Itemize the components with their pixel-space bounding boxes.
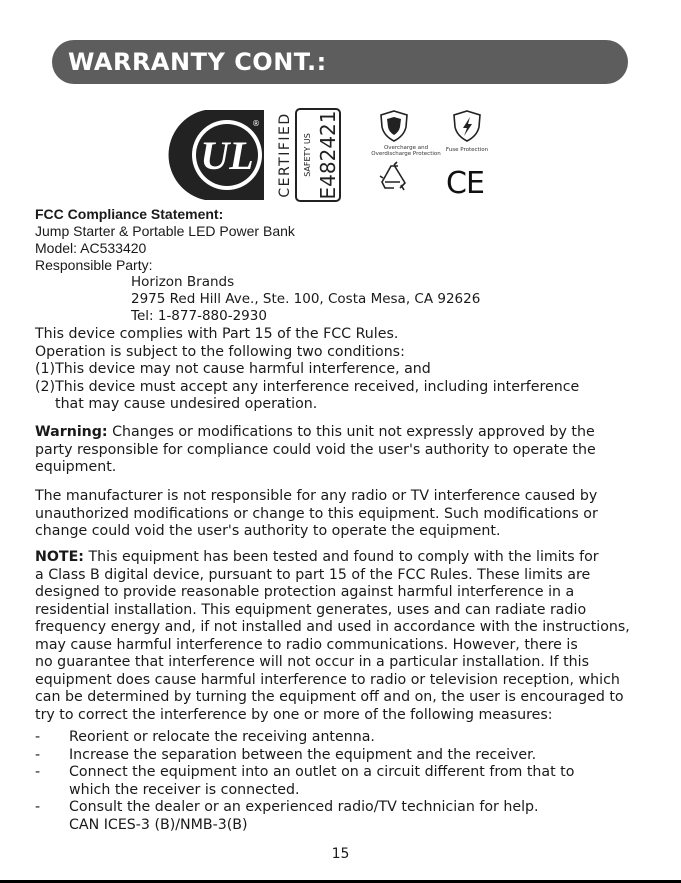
list-item — [35, 747, 645, 765]
note-line: designed to provide reasonable protection against harmful interference in a — [35, 584, 575, 600]
note-line: equipment does cause harmful interference to radio or television reception, which — [35, 671, 620, 688]
dash-bullet: - — [35, 764, 41, 780]
measure-text: Consult the dealer or an experienced radio/TV technician for help. — [69, 799, 539, 815]
responsible-party-label: Responsible Party: — [35, 257, 153, 273]
manufacturer-line: unauthorized modifications or change to this equipment. Such modifications or — [35, 505, 598, 522]
company-phone: Tel: 1-877-880-2930 — [131, 308, 267, 324]
product-name: Jump Starter & Portable LED Power Bank — [35, 223, 295, 239]
fuse-protection-icon — [446, 111, 489, 153]
measures-list — [35, 729, 645, 834]
fcc-heading: FCC Compliance Statement: — [35, 206, 224, 222]
ul-letters: UL — [200, 133, 254, 178]
note-line: a Class B digital device, pursuant to part 15 of the FCC Rules. These limits are — [35, 566, 591, 583]
warning-line: Changes or modifications to this unit not expressly approved by the — [107, 424, 595, 440]
ul-certified-logo — [169, 109, 340, 201]
company-address: 2975 Red Hill Ave., Ste. 100, Costa Mesa, CA 92626 — [131, 291, 481, 307]
dash-bullet: - — [35, 729, 41, 745]
list-item — [35, 729, 645, 747]
page-number: 15 — [331, 846, 350, 862]
overcharge-protection-icon — [371, 111, 441, 157]
overcharge-label: Overcharge and Overdischarge Protection — [371, 145, 441, 157]
note-line: try to correct the interference by one or more of the following measures: — [35, 706, 553, 723]
part15-line: that may cause undesired operation. — [55, 396, 318, 412]
measure-text: Reorient or relocate the receiving antenna. — [69, 729, 375, 745]
manufacturer-line: change could void the user's authority to operate the equipment. — [35, 523, 501, 539]
warning-label: Warning: — [35, 424, 108, 440]
section-title: WARRANTY CONT.: — [68, 48, 327, 76]
note-paragraph — [35, 549, 645, 724]
part15-paragraph — [35, 326, 645, 414]
list-item — [35, 764, 645, 782]
measure-text: Increase the separation between the equipment and the receiver. — [69, 746, 537, 763]
certification-logos — [0, 0, 681, 210]
list-item-continued — [35, 782, 645, 800]
manufacturer-paragraph — [35, 488, 645, 541]
model-number: Model: AC533420 — [35, 240, 147, 256]
file-number: E482421 — [316, 110, 340, 200]
dash-bullet: - — [35, 746, 41, 763]
note-line: no guarantee that interference will not occur in a particular installation. If this — [35, 654, 589, 670]
part15-line: This device complies with Part 15 of the FCC Rules. — [35, 326, 399, 342]
company-name: Horizon Brands — [131, 274, 235, 290]
note-line: frequency energy and, if not installed and used in accordance with the instructions, — [35, 619, 630, 635]
note-label: NOTE: — [35, 549, 84, 565]
note-line: This equipment has been tested and found to comply with the limits for — [83, 549, 599, 565]
warning-paragraph — [35, 424, 645, 477]
safety-us-text: SAFETY US — [303, 133, 312, 177]
warning-line: equipment. — [35, 459, 117, 475]
recycle-icon — [380, 162, 405, 190]
measure-text: Connect the equipment into an outlet on a circuit different from that to — [69, 764, 575, 780]
part15-line: (2)This device must accept any interference received, including interference — [35, 378, 580, 395]
note-line: may cause harmful interference to radio communications. However, there is — [35, 636, 578, 653]
part15-line: (1)This device may not cause harmful interference, and — [35, 361, 431, 377]
note-line: residential installation. This equipment generates, uses and can radiate radio — [35, 601, 587, 618]
warning-line: party responsible for compliance could void the user's authority to operate the — [35, 441, 596, 458]
fcc-compliance-block — [35, 206, 645, 325]
dash-bullet: - — [35, 799, 41, 815]
part15-line: Operation is subject to the following two conditions: — [35, 343, 405, 360]
note-line: can be determined by turning the equipment off and on, the user is encouraged to — [35, 689, 624, 705]
manufacturer-line: The manufacturer is not responsible for any radio or TV interference caused by — [35, 488, 598, 504]
measure-text: which the receiver is connected. — [69, 781, 300, 798]
registered-mark: ® — [252, 119, 260, 128]
list-item — [35, 799, 645, 817]
can-ices-statement: CAN ICES-3 (B)/NMB-3(B) — [69, 816, 248, 833]
certified-text: CERTIFIED — [277, 112, 293, 198]
ce-mark: CE — [446, 166, 484, 201]
fuse-label: Fuse Protection — [445, 147, 489, 153]
